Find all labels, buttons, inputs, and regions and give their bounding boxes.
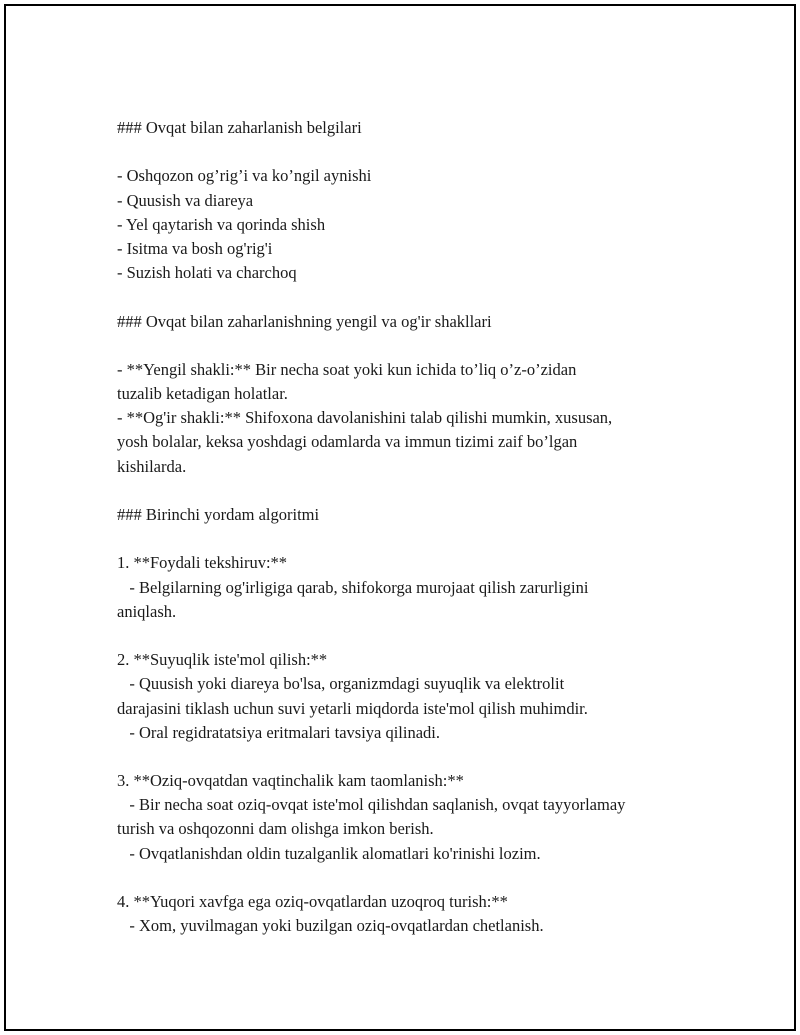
sub-list-item: - Xom, yuvilmagan yoki buzilgan oziq-ovqatlardan chetlanish. bbox=[117, 916, 544, 936]
document-body bbox=[117, 116, 717, 938]
blank-line bbox=[117, 527, 717, 551]
section-heading: ### Birinchi yordam algoritmi bbox=[117, 505, 320, 524]
blank-line bbox=[117, 285, 717, 309]
list-item: - Yel qaytarish va qorinda shish bbox=[117, 214, 326, 234]
text-line: aniqlash. bbox=[117, 601, 177, 621]
sub-list-item: - Ovqatlanishdan oldin tuzalganlik alomatlari ko'rinishi lozim. bbox=[117, 843, 541, 863]
text-line: darajasini tiklash uchun suvi yetarli miqdorda iste'mol qilish muhimdir. bbox=[117, 698, 588, 718]
list-item: - Oshqozon og’rig’i va ko’ngil aynishi bbox=[117, 166, 372, 186]
sub-list-item: - Quusish yoki diareya bo'lsa, organizmdagi suyuqlik va elektrolit bbox=[117, 674, 565, 694]
list-item: - Quusish va diareya bbox=[117, 190, 254, 210]
blank-line bbox=[117, 624, 717, 648]
numbered-item: 2. **Suyuqlik iste'mol qilish:** bbox=[117, 650, 328, 670]
section-heading: ### Ovqat bilan zaharlanishning yengil va og'ir shakllari bbox=[117, 311, 492, 331]
blank-line bbox=[117, 745, 717, 769]
text-line: kishilarda. bbox=[117, 456, 187, 476]
list-item: - Isitma va bosh og'rig'i bbox=[117, 238, 273, 258]
sub-list-item: - Oral regidratatsiya eritmalari tavsiya qilinadi. bbox=[117, 722, 441, 742]
numbered-item: 3. **Oziq-ovqatdan vaqtinchalik kam taomlanish:** bbox=[117, 771, 464, 791]
numbered-item: 4. **Yuqori xavfga ega oziq-ovqatlardan uzoqroq turish:** bbox=[117, 892, 508, 911]
text-line: turish va oshqozonni dam olishga imkon berish. bbox=[117, 819, 434, 839]
list-item: - Suzish holati va charchoq bbox=[117, 263, 297, 283]
sub-list-item: - Bir necha soat oziq-ovqat iste'mol qilishdan saqlanish, ovqat tayyorlamay bbox=[117, 795, 626, 815]
list-item: - **Og'ir shakli:** Shifoxona davolanishini talab qilishi mumkin, xususan, bbox=[117, 408, 613, 428]
numbered-item: 1. **Foydali tekshiruv:** bbox=[117, 553, 288, 573]
blank-line bbox=[117, 334, 717, 358]
section-heading: ### Ovqat bilan zaharlanish belgilari bbox=[117, 118, 362, 137]
text-line: yosh bolalar, keksa yoshdagi odamlarda va immun tizimi zaif bo’lgan bbox=[117, 432, 578, 452]
sub-list-item: - Belgilarning og'irligiga qarab, shifokorga murojaat qilish zarurligini bbox=[117, 577, 589, 597]
text-line: tuzalib ketadigan holatlar. bbox=[117, 384, 288, 404]
blank-line bbox=[117, 866, 717, 890]
blank-line bbox=[117, 140, 717, 164]
list-item: - **Yengil shakli:** Bir necha soat yoki kun ichida to’liq o’z-o’zidan bbox=[117, 359, 577, 379]
blank-line bbox=[117, 479, 717, 503]
